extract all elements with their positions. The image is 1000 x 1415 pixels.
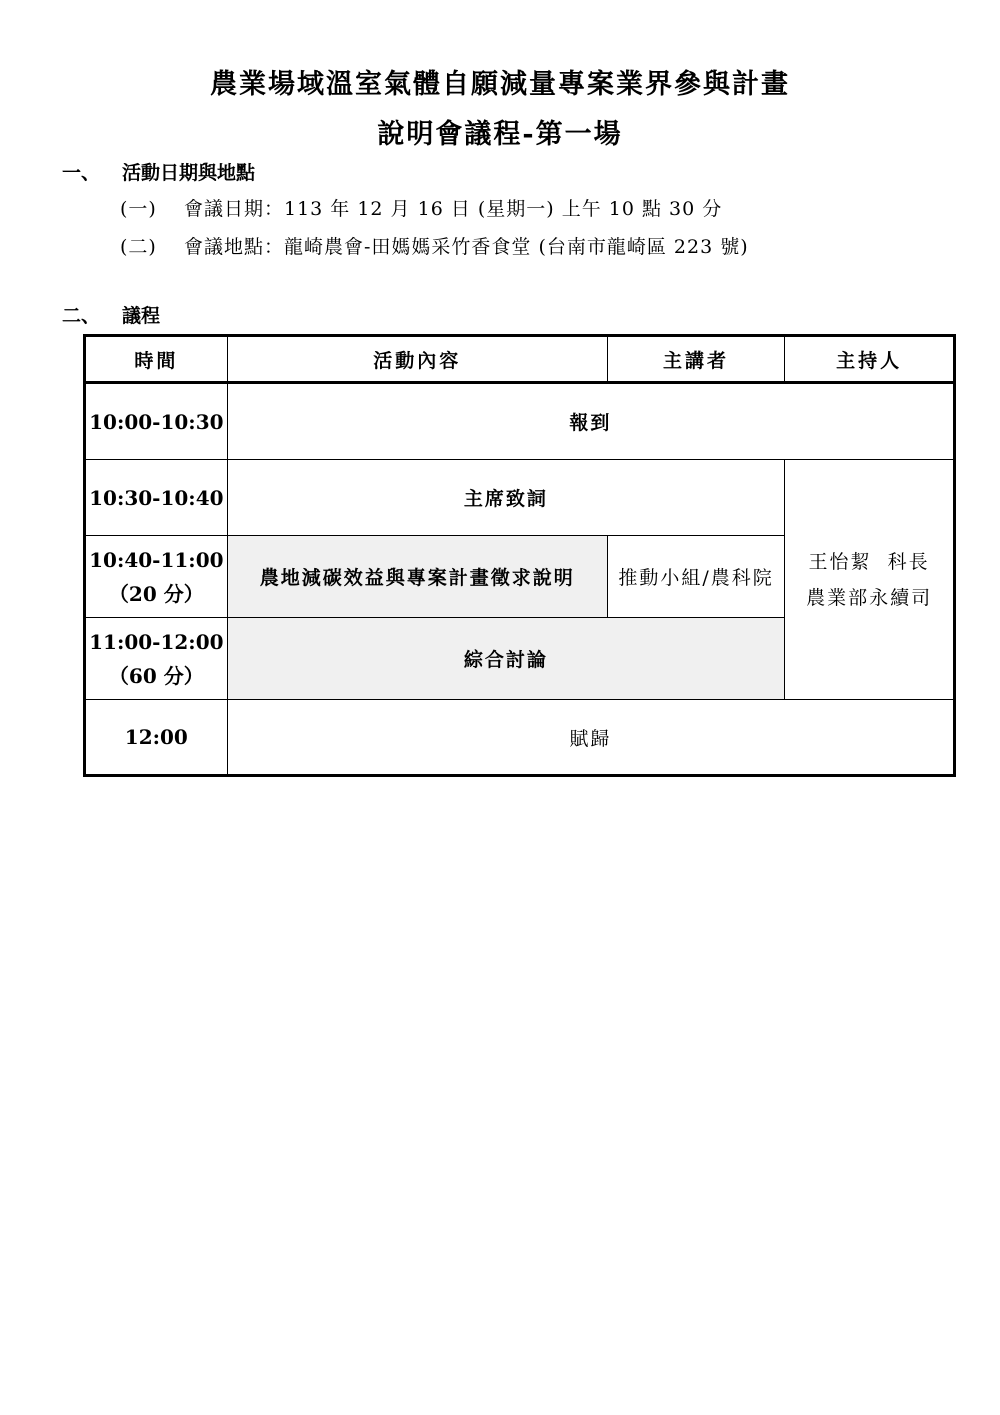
table-row bbox=[85, 383, 955, 460]
section-title: 活動日期與地點 bbox=[122, 162, 256, 184]
speaker-cell: 推動小組/農科院 bbox=[607, 536, 784, 618]
time-cell: 10:30-10:40 bbox=[85, 460, 228, 536]
time-range: 11:00-12:00 bbox=[89, 629, 224, 654]
section-number: 二、 bbox=[62, 305, 101, 327]
document-subtitle: 說明會議程-第一場 bbox=[377, 119, 623, 150]
column-header-speaker: 主講者 bbox=[607, 336, 784, 383]
agenda-table bbox=[83, 334, 956, 777]
item-number: (二) bbox=[120, 236, 157, 258]
item-text: 會議地點：龍崎農會-田媽媽采竹香食堂 (台南市龍崎區 223 號) bbox=[184, 236, 749, 258]
section-number: 一、 bbox=[62, 162, 101, 184]
host-organization: 農業部永續司 bbox=[806, 586, 933, 609]
host-cell bbox=[785, 460, 955, 700]
time-cell bbox=[85, 536, 228, 618]
table-header-row bbox=[85, 336, 955, 383]
content-cell: 農地減碳效益與專案計畫徵求說明 bbox=[227, 536, 607, 618]
time-range: 10:40-11:00 bbox=[89, 547, 224, 572]
list-item-date bbox=[120, 194, 722, 221]
table-row bbox=[85, 460, 955, 536]
section-heading-agenda bbox=[62, 301, 160, 328]
table-row bbox=[85, 700, 955, 776]
item-text: 會議日期：113 年 12 月 16 日 (星期一) 上午 10 點 30 分 bbox=[184, 198, 723, 220]
item-number: (一) bbox=[120, 198, 157, 220]
section-heading-date-location bbox=[62, 158, 255, 185]
column-header-host: 主持人 bbox=[785, 336, 955, 383]
time-cell: 12:00 bbox=[85, 700, 228, 776]
duration: （20 分） bbox=[108, 581, 204, 606]
column-header-time: 時間 bbox=[85, 336, 228, 383]
host-name: 王怡絜 科長 bbox=[808, 550, 930, 573]
time-cell: 10:00-10:30 bbox=[85, 383, 228, 460]
content-cell: 報到 bbox=[227, 383, 954, 460]
duration: （60 分） bbox=[108, 663, 204, 688]
column-header-content: 活動內容 bbox=[227, 336, 607, 383]
section-title: 議程 bbox=[122, 305, 161, 327]
content-cell: 賦歸 bbox=[227, 700, 954, 776]
content-cell: 綜合討論 bbox=[227, 618, 785, 700]
document-title: 農業場域溫室氣體自願減量專案業界參與計畫 bbox=[210, 69, 790, 100]
content-cell: 主席致詞 bbox=[227, 460, 785, 536]
time-cell bbox=[85, 618, 228, 700]
list-item-location bbox=[120, 232, 749, 259]
